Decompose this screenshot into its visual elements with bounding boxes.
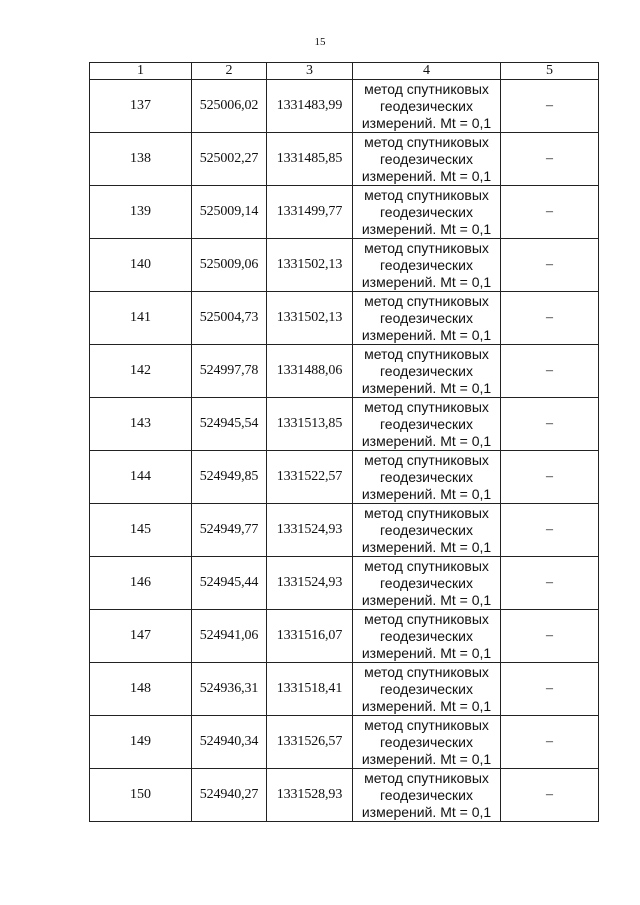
note-cell: –: [501, 239, 599, 292]
y-coordinate-cell: 1331524,93: [267, 504, 353, 557]
table-row: [90, 80, 599, 133]
coordinates-table: [89, 62, 599, 822]
point-number-cell: 149: [90, 716, 192, 769]
table-body: [90, 80, 599, 822]
method-line: геодезических: [380, 786, 473, 803]
table-row: [90, 504, 599, 557]
y-coordinate-cell: 1331499,77: [267, 186, 353, 239]
table-row: [90, 345, 599, 398]
x-coordinate-cell: 524945,44: [192, 557, 267, 610]
method-line: метод спутниковых: [364, 663, 489, 680]
method-line: метод спутниковых: [364, 557, 489, 574]
note-cell: –: [501, 345, 599, 398]
point-number-cell: 148: [90, 663, 192, 716]
method-line: измерений. Mt = 0,1: [361, 379, 492, 396]
x-coordinate-cell: 524945,54: [192, 398, 267, 451]
method-cell: [353, 716, 501, 769]
point-number-cell: 146: [90, 557, 192, 610]
method-cell: [353, 610, 501, 663]
method-line: метод спутниковых: [364, 610, 489, 627]
method-line: метод спутниковых: [364, 769, 489, 786]
y-coordinate-cell: 1331485,85: [267, 133, 353, 186]
header-col-1: 1: [90, 63, 192, 80]
x-coordinate-cell: 524997,78: [192, 345, 267, 398]
method-cell: [353, 663, 501, 716]
method-line: измерений. Mt = 0,1: [361, 750, 492, 767]
point-number-cell: 147: [90, 610, 192, 663]
method-line: измерений. Mt = 0,1: [361, 591, 492, 608]
method-cell: [353, 769, 501, 822]
note-cell: –: [501, 292, 599, 345]
note-cell: –: [501, 80, 599, 133]
x-coordinate-cell: 524940,27: [192, 769, 267, 822]
point-number-cell: 139: [90, 186, 192, 239]
x-coordinate-cell: 524949,77: [192, 504, 267, 557]
method-line: метод спутниковых: [364, 239, 489, 256]
table-header-row: [90, 63, 599, 80]
table-row: [90, 451, 599, 504]
method-cell: [353, 504, 501, 557]
method-cell: [353, 398, 501, 451]
method-line: метод спутниковых: [364, 716, 489, 733]
method-line: геодезических: [380, 309, 473, 326]
point-number-cell: 144: [90, 451, 192, 504]
point-number-cell: 145: [90, 504, 192, 557]
method-cell: [353, 80, 501, 133]
method-line: геодезических: [380, 680, 473, 697]
x-coordinate-cell: 525002,27: [192, 133, 267, 186]
point-number-cell: 141: [90, 292, 192, 345]
table-row: [90, 610, 599, 663]
note-cell: –: [501, 769, 599, 822]
table-row: [90, 186, 599, 239]
method-line: метод спутниковых: [364, 80, 489, 97]
header-col-2: 2: [192, 63, 267, 80]
table-row: [90, 769, 599, 822]
method-line: геодезических: [380, 362, 473, 379]
note-cell: –: [501, 663, 599, 716]
header-col-5: 5: [501, 63, 599, 80]
x-coordinate-cell: 525009,06: [192, 239, 267, 292]
method-line: геодезических: [380, 574, 473, 591]
method-line: измерений. Mt = 0,1: [361, 644, 492, 661]
method-cell: [353, 557, 501, 610]
header-col-4: 4: [353, 63, 501, 80]
header-col-3: 3: [267, 63, 353, 80]
y-coordinate-cell: 1331522,57: [267, 451, 353, 504]
note-cell: –: [501, 133, 599, 186]
method-line: геодезических: [380, 627, 473, 644]
point-number-cell: 137: [90, 80, 192, 133]
x-coordinate-cell: 525006,02: [192, 80, 267, 133]
x-coordinate-cell: 524936,31: [192, 663, 267, 716]
x-coordinate-cell: 525004,73: [192, 292, 267, 345]
method-line: измерений. Mt = 0,1: [361, 485, 492, 502]
y-coordinate-cell: 1331483,99: [267, 80, 353, 133]
note-cell: –: [501, 610, 599, 663]
note-cell: –: [501, 186, 599, 239]
method-line: измерений. Mt = 0,1: [361, 220, 492, 237]
point-number-cell: 142: [90, 345, 192, 398]
method-line: измерений. Mt = 0,1: [361, 803, 492, 820]
method-line: измерений. Mt = 0,1: [361, 538, 492, 555]
method-cell: [353, 239, 501, 292]
method-line: геодезических: [380, 97, 473, 114]
note-cell: –: [501, 398, 599, 451]
method-line: метод спутниковых: [364, 504, 489, 521]
y-coordinate-cell: 1331524,93: [267, 557, 353, 610]
x-coordinate-cell: 525009,14: [192, 186, 267, 239]
method-line: измерений. Mt = 0,1: [361, 114, 492, 131]
y-coordinate-cell: 1331518,41: [267, 663, 353, 716]
point-number-cell: 143: [90, 398, 192, 451]
table-row: [90, 557, 599, 610]
page-number: 15: [314, 36, 326, 48]
point-number-cell: 150: [90, 769, 192, 822]
y-coordinate-cell: 1331502,13: [267, 292, 353, 345]
note-cell: –: [501, 504, 599, 557]
note-cell: –: [501, 557, 599, 610]
method-line: измерений. Mt = 0,1: [361, 167, 492, 184]
method-line: измерений. Mt = 0,1: [361, 273, 492, 290]
method-cell: [353, 133, 501, 186]
y-coordinate-cell: 1331526,57: [267, 716, 353, 769]
table-row: [90, 292, 599, 345]
method-cell: [353, 451, 501, 504]
method-line: измерений. Mt = 0,1: [361, 326, 492, 343]
y-coordinate-cell: 1331513,85: [267, 398, 353, 451]
method-line: геодезических: [380, 203, 473, 220]
method-line: геодезических: [380, 521, 473, 538]
x-coordinate-cell: 524949,85: [192, 451, 267, 504]
method-line: метод спутниковых: [364, 292, 489, 309]
point-number-cell: 138: [90, 133, 192, 186]
table-row: [90, 133, 599, 186]
method-line: геодезических: [380, 468, 473, 485]
y-coordinate-cell: 1331502,13: [267, 239, 353, 292]
method-line: геодезических: [380, 256, 473, 273]
method-line: измерений. Mt = 0,1: [361, 432, 492, 449]
method-line: метод спутниковых: [364, 451, 489, 468]
method-line: геодезических: [380, 415, 473, 432]
method-cell: [353, 345, 501, 398]
x-coordinate-cell: 524941,06: [192, 610, 267, 663]
y-coordinate-cell: 1331488,06: [267, 345, 353, 398]
method-line: метод спутниковых: [364, 133, 489, 150]
y-coordinate-cell: 1331516,07: [267, 610, 353, 663]
method-cell: [353, 292, 501, 345]
table-row: [90, 716, 599, 769]
table-row: [90, 398, 599, 451]
method-line: метод спутниковых: [364, 186, 489, 203]
y-coordinate-cell: 1331528,93: [267, 769, 353, 822]
method-line: метод спутниковых: [364, 398, 489, 415]
method-line: метод спутниковых: [364, 345, 489, 362]
method-line: измерений. Mt = 0,1: [361, 697, 492, 714]
table-row: [90, 663, 599, 716]
note-cell: –: [501, 451, 599, 504]
x-coordinate-cell: 524940,34: [192, 716, 267, 769]
point-number-cell: 140: [90, 239, 192, 292]
method-line: геодезических: [380, 150, 473, 167]
note-cell: –: [501, 716, 599, 769]
table-row: [90, 239, 599, 292]
method-cell: [353, 186, 501, 239]
method-line: геодезических: [380, 733, 473, 750]
